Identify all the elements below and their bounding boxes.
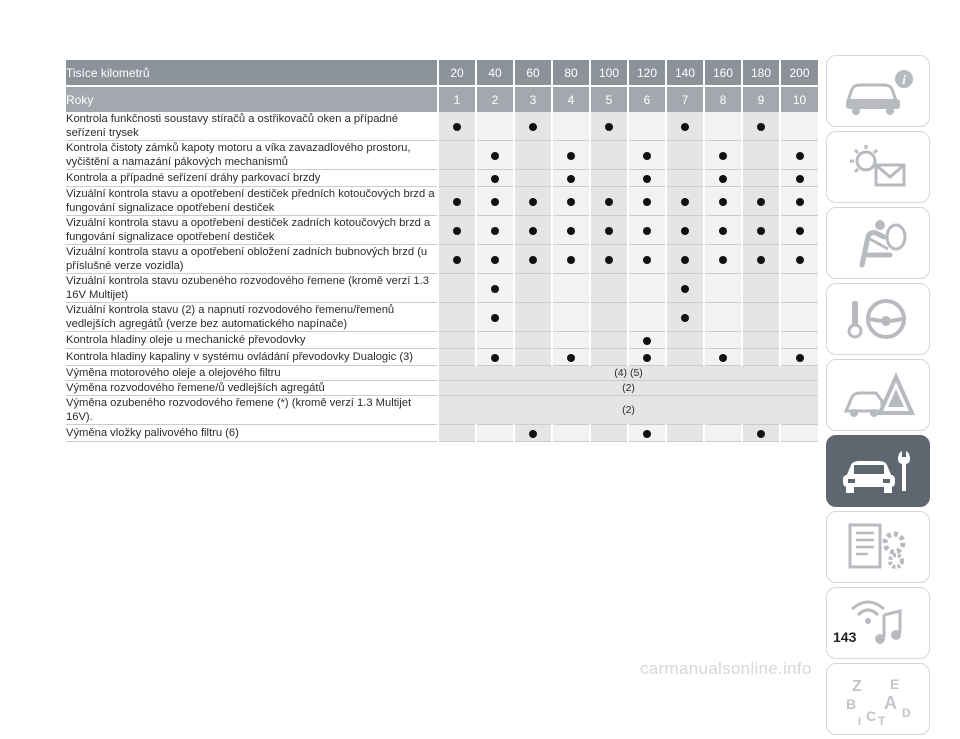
- check-dot: [491, 314, 499, 322]
- check-dot: [453, 198, 461, 206]
- interval-cell: [590, 274, 628, 303]
- header-year-value: 9: [742, 86, 780, 112]
- header-km-value: 140: [666, 60, 704, 86]
- header-km-value: 180: [742, 60, 780, 86]
- check-dot: [719, 175, 727, 183]
- interval-cell: [780, 274, 818, 303]
- index-letter: C: [866, 708, 877, 724]
- interval-cell: [514, 274, 552, 303]
- header-year-label: Roky: [66, 86, 438, 112]
- interval-cell: [780, 332, 818, 349]
- interval-cell: [742, 349, 780, 366]
- interval-cell: [476, 112, 514, 141]
- check-dot: [491, 256, 499, 264]
- interval-cell: [780, 141, 818, 170]
- check-dot: [681, 227, 689, 235]
- interval-cell: [780, 425, 818, 442]
- interval-cell: [438, 349, 476, 366]
- interval-cell: [666, 425, 704, 442]
- interval-cell: [704, 349, 742, 366]
- check-dot: [643, 198, 651, 206]
- interval-cell: [552, 332, 590, 349]
- check-dot: [796, 198, 804, 206]
- check-dot: [529, 227, 537, 235]
- interval-cell: [552, 349, 590, 366]
- header-km-value: 20: [438, 60, 476, 86]
- interval-cell: [476, 141, 514, 170]
- interval-cell: [742, 187, 780, 216]
- interval-cell: [514, 187, 552, 216]
- interval-cell: [628, 303, 666, 332]
- check-dot: [567, 152, 575, 160]
- check-dot: [719, 198, 727, 206]
- check-dot: [643, 175, 651, 183]
- watermark: carmanualsonline.info: [640, 659, 812, 678]
- check-dot: [757, 198, 765, 206]
- tab-maintenance[interactable]: [826, 435, 930, 507]
- check-dot: [681, 256, 689, 264]
- check-dot: [453, 256, 461, 264]
- interval-note: (2): [438, 396, 818, 425]
- interval-cell: [552, 274, 590, 303]
- interval-cell: [552, 187, 590, 216]
- interval-cell: [552, 216, 590, 245]
- tab-starting-driving[interactable]: [826, 283, 930, 355]
- header-year-value: 7: [666, 86, 704, 112]
- table-row: [66, 141, 818, 170]
- check-dot: [643, 256, 651, 264]
- header-year-value: 1: [438, 86, 476, 112]
- header-km-value: 100: [590, 60, 628, 86]
- interval-cell: [704, 303, 742, 332]
- interval-cell: [590, 112, 628, 141]
- interval-cell: [666, 216, 704, 245]
- table-row: [66, 425, 818, 442]
- index-letter: A: [884, 693, 897, 713]
- check-dot: [719, 152, 727, 160]
- car-maintenance-icon: [838, 443, 918, 499]
- task-description: Vizuální kontrola stavu a opotřebení destiček předních kotoučových brzd a fungování signalizace opotřebení destiček: [66, 187, 438, 216]
- interval-cell: [780, 112, 818, 141]
- check-dot: [681, 123, 689, 131]
- task-description: Kontrola hladiny kapaliny v systému ovládání převodovky Dualogic (3): [66, 349, 438, 366]
- task-description: Výměna motorového oleje a olejového filtru: [66, 366, 438, 381]
- index-letter: B: [846, 696, 857, 712]
- interval-cell: [666, 170, 704, 187]
- tab-index[interactable]: [826, 663, 930, 735]
- interval-cell: [438, 170, 476, 187]
- page-number: 143: [833, 629, 857, 645]
- index-letter: T: [878, 714, 886, 727]
- task-description: Kontrola hladiny oleje u mechanické převodovky: [66, 332, 438, 349]
- table-row: [66, 112, 818, 141]
- table-body: [66, 112, 818, 442]
- interval-cell: [666, 349, 704, 366]
- interval-cell: [704, 332, 742, 349]
- tab-multimedia[interactable]: [826, 587, 930, 659]
- check-dot: [491, 175, 499, 183]
- interval-cell: [780, 245, 818, 274]
- task-description: Vizuální kontrola stavu (2) a napnutí rozvodového řemenu/řemenů vedlejších agregátů (verze bez automatického napínače): [66, 303, 438, 332]
- interval-cell: [438, 303, 476, 332]
- header-km-value: 160: [704, 60, 742, 86]
- interval-cell: [704, 187, 742, 216]
- check-dot: [491, 152, 499, 160]
- interval-cell: [552, 245, 590, 274]
- header-year-value: 4: [552, 86, 590, 112]
- table-row: [66, 366, 818, 381]
- task-description: Výměna vložky palivového filtru (6): [66, 425, 438, 442]
- interval-cell: [514, 303, 552, 332]
- index-letter: I: [858, 716, 862, 727]
- interval-cell: [666, 303, 704, 332]
- interval-cell: [628, 170, 666, 187]
- table-row: [66, 396, 818, 425]
- interval-cell: [438, 425, 476, 442]
- table-row: [66, 216, 818, 245]
- interval-cell: [704, 274, 742, 303]
- interval-cell: [780, 349, 818, 366]
- car-info-icon: [838, 63, 918, 119]
- header-year-value: 5: [590, 86, 628, 112]
- check-dot: [681, 198, 689, 206]
- interval-cell: [438, 274, 476, 303]
- interval-cell: [628, 141, 666, 170]
- table-row: [66, 170, 818, 187]
- check-dot: [491, 285, 499, 293]
- interval-cell: [476, 170, 514, 187]
- interval-cell: [476, 187, 514, 216]
- table-row: [66, 303, 818, 332]
- interval-cell: [590, 425, 628, 442]
- tab-warning-lights[interactable]: [826, 131, 930, 203]
- header-year-value: 2: [476, 86, 514, 112]
- interval-cell: [514, 170, 552, 187]
- check-dot: [453, 123, 461, 131]
- interval-cell: [590, 170, 628, 187]
- interval-cell: [514, 216, 552, 245]
- index-letter: Z: [852, 678, 862, 695]
- specifications-gear-icon: [838, 519, 918, 575]
- interval-cell: [666, 187, 704, 216]
- interval-cell: [704, 141, 742, 170]
- interval-cell: [742, 274, 780, 303]
- check-dot: [529, 198, 537, 206]
- interval-cell: [742, 216, 780, 245]
- check-dot: [681, 285, 689, 293]
- check-dot: [605, 123, 613, 131]
- header-km-value: 200: [780, 60, 818, 86]
- interval-cell: [704, 170, 742, 187]
- check-dot: [757, 256, 765, 264]
- check-dot: [643, 354, 651, 362]
- interval-cell: [666, 245, 704, 274]
- interval-cell: [552, 112, 590, 141]
- header-year-value: 6: [628, 86, 666, 112]
- check-dot: [453, 227, 461, 235]
- check-dot: [605, 198, 613, 206]
- tab-technical-data[interactable]: [826, 511, 930, 583]
- interval-cell: [742, 112, 780, 141]
- header-km-label: Tisíce kilometrů: [66, 60, 438, 86]
- check-dot: [643, 337, 651, 345]
- interval-cell: [514, 245, 552, 274]
- table-row: [66, 332, 818, 349]
- check-dot: [796, 152, 804, 160]
- check-dot: [757, 430, 765, 438]
- interval-cell: [514, 332, 552, 349]
- interval-cell: [628, 349, 666, 366]
- interval-cell: [628, 112, 666, 141]
- interval-cell: [666, 112, 704, 141]
- interval-cell: [590, 349, 628, 366]
- interval-cell: [476, 332, 514, 349]
- table-row: [66, 349, 818, 366]
- header-km-value: 80: [552, 60, 590, 86]
- header-year-value: 3: [514, 86, 552, 112]
- warning-lights-icon: [838, 139, 918, 195]
- interval-cell: [590, 332, 628, 349]
- interval-cell: [742, 141, 780, 170]
- interval-cell: [514, 112, 552, 141]
- interval-cell: [590, 216, 628, 245]
- interval-cell: [438, 187, 476, 216]
- check-dot: [567, 227, 575, 235]
- check-dot: [719, 256, 727, 264]
- interval-cell: [742, 170, 780, 187]
- check-dot: [567, 175, 575, 183]
- interval-cell: [590, 141, 628, 170]
- check-dot: [719, 354, 727, 362]
- interval-cell: [742, 303, 780, 332]
- steering-key-icon: [838, 291, 918, 347]
- airbag-seat-icon: [838, 215, 918, 271]
- check-dot: [643, 152, 651, 160]
- check-dot: [796, 354, 804, 362]
- table-row: [66, 381, 818, 396]
- check-dot: [643, 430, 651, 438]
- task-description: Vizuální kontrola stavu ozubeného rozvodového řemene (kromě verzí 1.3 16V Multijet): [66, 274, 438, 303]
- index-letter: D: [902, 706, 911, 720]
- check-dot: [529, 123, 537, 131]
- check-dot: [567, 354, 575, 362]
- interval-cell: [552, 425, 590, 442]
- interval-cell: [514, 425, 552, 442]
- check-dot: [529, 430, 537, 438]
- check-dot: [757, 123, 765, 131]
- check-dot: [491, 354, 499, 362]
- task-description: Výměna rozvodového řemene/ů vedlejších agregátů: [66, 381, 438, 396]
- task-description: Výměna ozubeného rozvodového řemene (*) (kromě verzí 1.3 Multijet 16V).: [66, 396, 438, 425]
- emergency-triangle-icon: [838, 367, 918, 423]
- header-km-value: 60: [514, 60, 552, 86]
- interval-cell: [628, 332, 666, 349]
- tab-car-info[interactable]: [826, 55, 930, 127]
- interval-cell: [666, 332, 704, 349]
- header-year-value: 8: [704, 86, 742, 112]
- interval-cell: [704, 245, 742, 274]
- interval-cell: [742, 425, 780, 442]
- header-km-value: 120: [628, 60, 666, 86]
- interval-note: (2): [438, 381, 818, 396]
- alphabetical-index-icon: [838, 671, 918, 727]
- table-row: [66, 274, 818, 303]
- interval-cell: [590, 187, 628, 216]
- check-dot: [796, 175, 804, 183]
- header-year-value: 10: [780, 86, 818, 112]
- interval-cell: [666, 274, 704, 303]
- check-dot: [567, 198, 575, 206]
- interval-cell: [590, 303, 628, 332]
- interval-cell: [780, 170, 818, 187]
- task-description: Kontrola čistoty zámků kapoty motoru a víka zavazadlového prostoru, vyčištění a namazání pákových mechanismů: [66, 141, 438, 170]
- check-dot: [681, 314, 689, 322]
- interval-cell: [780, 303, 818, 332]
- interval-cell: [514, 141, 552, 170]
- header-year-row: [66, 86, 818, 112]
- task-description: Vizuální kontrola stavu a opotřebení destiček zadních kotoučových brzd a fungování signalizace opotřebení destiček: [66, 216, 438, 245]
- check-dot: [491, 227, 499, 235]
- check-dot: [491, 198, 499, 206]
- interval-cell: [628, 216, 666, 245]
- task-description: Kontrola a případné seřízení dráhy parkovací brzdy: [66, 170, 438, 187]
- check-dot: [643, 227, 651, 235]
- interval-cell: [438, 332, 476, 349]
- maintenance-schedule-table: [66, 60, 818, 442]
- interval-cell: [742, 245, 780, 274]
- interval-cell: [476, 303, 514, 332]
- task-description: Vizuální kontrola stavu a opotřebení obložení zadních bubnových brzd (u příslušné verze vozidla): [66, 245, 438, 274]
- interval-cell: [438, 216, 476, 245]
- check-dot: [757, 227, 765, 235]
- interval-cell: [628, 274, 666, 303]
- header-km-value: 40: [476, 60, 514, 86]
- index-letter: E: [890, 676, 900, 692]
- interval-cell: [476, 425, 514, 442]
- interval-cell: [438, 112, 476, 141]
- interval-cell: [476, 274, 514, 303]
- interval-cell: [476, 245, 514, 274]
- interval-cell: [476, 216, 514, 245]
- tab-emergency[interactable]: [826, 359, 930, 431]
- interval-cell: [438, 245, 476, 274]
- check-dot: [529, 256, 537, 264]
- check-dot: [567, 256, 575, 264]
- check-dot: [719, 227, 727, 235]
- check-dot: [796, 227, 804, 235]
- interval-cell: [476, 349, 514, 366]
- interval-cell: [628, 187, 666, 216]
- tab-safety[interactable]: [826, 207, 930, 279]
- interval-note: (4) (5): [438, 366, 818, 381]
- interval-cell: [552, 303, 590, 332]
- interval-cell: [704, 112, 742, 141]
- interval-cell: [628, 425, 666, 442]
- interval-cell: [552, 141, 590, 170]
- interval-cell: [742, 332, 780, 349]
- svg-text:i: i: [902, 72, 906, 87]
- interval-cell: [666, 141, 704, 170]
- interval-cell: [704, 425, 742, 442]
- interval-cell: [704, 216, 742, 245]
- interval-cell: [590, 245, 628, 274]
- interval-cell: [628, 245, 666, 274]
- table-row: [66, 187, 818, 216]
- interval-cell: [514, 349, 552, 366]
- interval-cell: [780, 187, 818, 216]
- check-dot: [605, 256, 613, 264]
- check-dot: [796, 256, 804, 264]
- interval-cell: [780, 216, 818, 245]
- table-row: [66, 245, 818, 274]
- header-km-row: [66, 60, 818, 86]
- interval-cell: [552, 170, 590, 187]
- check-dot: [605, 227, 613, 235]
- interval-cell: [438, 141, 476, 170]
- task-description: Kontrola funkčnosti soustavy stíračů a ostřikovačů oken a případné seřízení trysek: [66, 112, 438, 141]
